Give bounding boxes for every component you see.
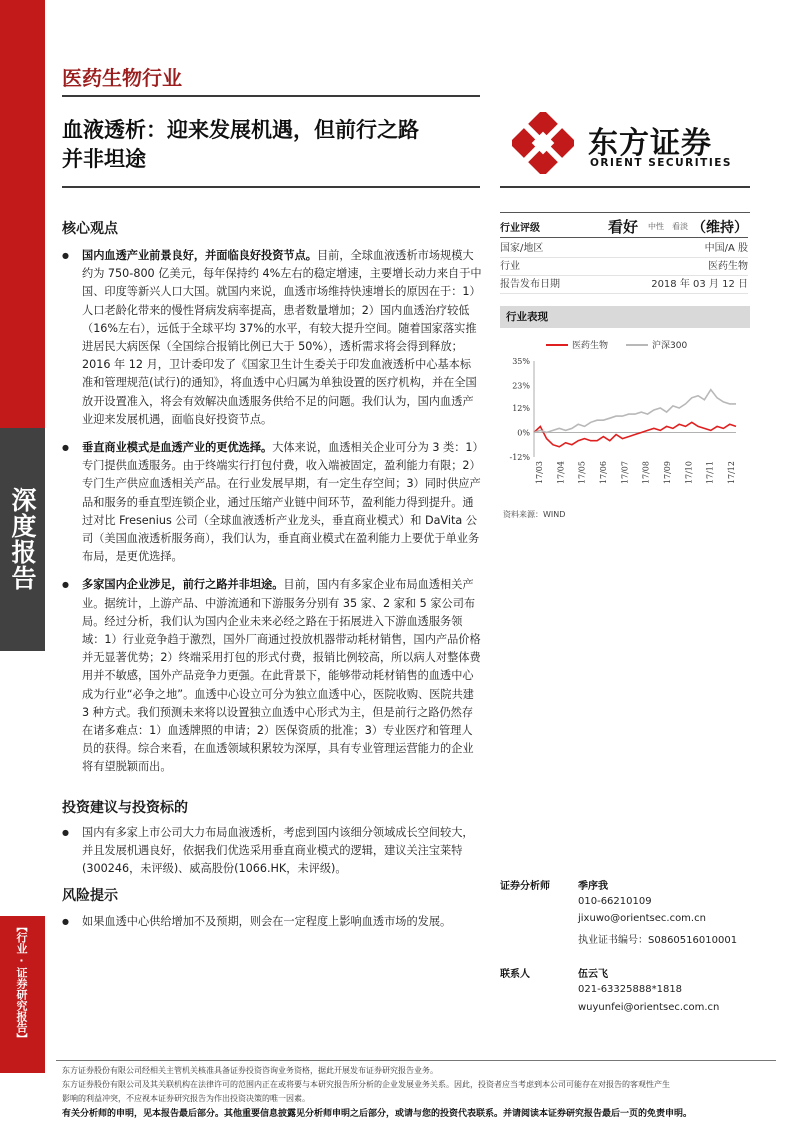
series-line	[534, 422, 736, 447]
x-tick-label: 17/12	[727, 461, 736, 485]
core-point-1	[62, 247, 482, 429]
chart-source: 资料来源：WIND	[503, 510, 566, 519]
analyst-email[interactable]: jixuwo@orientsec.com.cn	[578, 913, 706, 924]
info-key: 行业	[500, 261, 520, 272]
contact-role: 联系人	[500, 969, 530, 980]
core-points	[62, 247, 482, 777]
core-point-3	[62, 576, 482, 776]
rating-value: 看好	[608, 218, 639, 236]
x-tick-label: 17/03	[535, 461, 544, 485]
side-category-band	[0, 916, 45, 1073]
y-tick-label: 0%	[517, 428, 530, 438]
x-tick-label: 17/08	[641, 461, 651, 485]
analyst-cert: 执业证书编号：S0860516010001	[578, 935, 738, 946]
risk-body	[62, 913, 482, 931]
rating-status: （维持）	[692, 219, 749, 236]
side-accent-bar	[0, 0, 45, 428]
core-point-2	[62, 439, 482, 566]
contact-email[interactable]: wuyunfei@orientsec.com.cn	[578, 1002, 720, 1013]
header-divider	[62, 95, 480, 97]
x-tick-label: 17/11	[705, 461, 715, 485]
info-row-region	[500, 240, 748, 258]
footer-disclaimer: 有关分析师的申明，见本报告最后部分。其他重要信息披露见分析师申明之后部分，或请与您的投资代表联系。并请阅读本证券研究报告最后一页的免责申明。	[62, 1109, 693, 1119]
title-divider	[62, 186, 480, 188]
category-band-label: 【行业·证券研究报告】	[15, 921, 28, 1044]
info-row-date	[500, 276, 748, 294]
title-line-1: 血液透析：迎来发展机遇，但前行之路	[62, 118, 419, 142]
analyst-role: 证券分析师	[500, 881, 550, 892]
info-value: 医药生物	[708, 261, 748, 272]
analyst-phone: 010-66210109	[578, 896, 652, 907]
x-tick-label: 17/06	[599, 461, 608, 485]
industry-label: 医药生物行业	[62, 66, 182, 90]
footer-notes	[62, 1064, 762, 1106]
logo-en-text: ORIENT SECURITIES	[590, 157, 732, 169]
info-value: 中国/A 股	[704, 243, 748, 254]
orient-logo-icon	[512, 112, 574, 174]
analyst-name: 季序我	[578, 881, 608, 892]
contact-phone: 021-63325888*1818	[578, 984, 683, 995]
perf-chart	[500, 333, 750, 513]
rating-info-table	[500, 240, 748, 294]
rating-row	[500, 216, 748, 238]
perf-heading: 行业表现	[500, 306, 750, 328]
x-tick-label: 17/04	[556, 461, 566, 485]
y-tick-label: 12%	[512, 403, 530, 413]
core-point-1-text: 目前，全球血液透析市场规模大约为 750-800 亿美元，每年保持约 4%左右的稳定增速，主要增长动力来自于中国、印度等新兴人口大国。就国内来说，血透市场维持快速增长的原因在于：1）人口老龄化带来的慢性肾病发病率提高，患者数量增加；2）国内血透治疗较低（16%左右），远低于全球平均 37%的水平，有较大提升空间。随着国家落实推进居民大病医保（全国综合报销比例已大于 50%），透析需求将会得到释放；2016 年 12 月，卫计委印发了《国家卫生计生委关于印发血液透析中心基本标准和管理规范(试行)的通知》，将血透中心归属为单独设置的医疗机构，并在全国放开设置准入，将会有效解决血透服务供给不足的问题。我们认为，国内血透产业迎来发展机遇，面临良好投资节点。	[82, 249, 482, 426]
risk-point: ● 如果血透中心供给增加不及预期，则会在一定程度上影响血透市场的发展。	[62, 913, 482, 931]
info-row-industry	[500, 258, 748, 276]
page-title	[62, 116, 482, 174]
rating-option-negative: 看淡	[672, 222, 689, 231]
footer-line-1: 东方证券股份有限公司经相关主管机关核准具备证券投资咨询业务资格，据此开展发布证券研究报告业务。	[62, 1066, 438, 1075]
x-tick-label: 17/10	[684, 461, 694, 485]
x-tick-label: 17/09	[663, 461, 672, 485]
footer-line-2: 东方证券股份有限公司及其关联机构在法律许可的范围内正在或将要与本研究报告所分析的企业发展业务关系。因此，投资者应当考虑到本公司可能存在对报告的客观性产生	[62, 1080, 670, 1089]
side-report-type-panel	[0, 428, 45, 651]
core-point-2-text: 大体来说，血透相关企业可分为 3 类：1）专门提供血透服务。由于终端实行打包付费，收入端被固定，盈利能力有限；2）专门生产供应血透相关产品。在行业发展早期，有一定生存空间；3）同时供应产品和服务的垂直型连锁企业，通过压缩产业链中间环节，盈利能力得到提升。通过对比 Fresenius 公司（全球血液透析产业龙头，垂直商业模式）和 DaVita 公司（美国血液透析服务商），我们认为，垂直商业模式在盈利能力上要优于单业务布局，是更优选择。	[82, 441, 481, 564]
core-point-3-text: 目前，国内有多家企业布局血透相关产业。据统计，上游产品、中游流通和下游服务分别有 35 家、2 家和 5 家公司布局。经过分析，我们认为国内企业未来必经之路在于拓展进入下游血透服务领域：1）行业竞争趋于激烈，国外厂商通过投放机器带动耗材销售，国内产品价格并无显著优势；2）终端采用打包的形式付费，报销比例较高，所以病人对整体费用并不敏感，国外产品竞争力更强。在此背景下，能够带动耗材销售的血透中心成为行业“必争之地”。血透中心设立可分为独立血透中心，医院收购、医院共建 3 种方式。我们预测未来将以设置独立血透中心形式为主，但是前行之路仍然存在诸多难点：1）血透牌照的申请；2）医保资质的批准；3）专业医疗和管理人员的获得。综合来看，在血透领域积累较为深厚，具有专业管理运营能力的企业将有望脱颖而出。	[82, 578, 481, 774]
core-heading: 核心观点	[62, 221, 118, 237]
title-line-2: 并非坦途	[62, 147, 146, 171]
invest-point: ● 国内有多家上市公司大力布局血液透析，考虑到国内该细分领域成长空间较大，并且发展机遇良好，依据我们优选采用垂直商业模式的逻辑，建议关注宝莱特(300246，未评级)、威高股份(1066.HK，未评级)。	[62, 824, 482, 879]
contact-name: 伍云飞	[578, 969, 608, 980]
legend-label: 沪深300	[652, 341, 688, 351]
logo-cn-text: 东方证券	[588, 126, 712, 161]
core-point-2-lead: 垂直商业模式是血透产业的更优选择。	[82, 441, 273, 455]
info-key: 国家/地区	[500, 243, 544, 254]
y-tick-label: 23%	[512, 381, 530, 391]
core-point-1-lead: 国内血透产业前景良好，并面临良好投资节点。	[82, 249, 317, 262]
logo-divider	[500, 186, 750, 188]
invest-body	[62, 824, 482, 879]
rating-label: 行业评级	[500, 223, 540, 234]
invest-heading: 投资建议与投资标的	[62, 800, 188, 816]
footer-divider	[56, 1060, 776, 1061]
info-value: 2018 年 03 月 12 日	[651, 279, 748, 290]
rating-top-rule	[500, 212, 750, 213]
core-point-3-lead: 多家国内企业涉足，前行之路并非坦途。	[82, 578, 284, 592]
x-tick-label: 17/05	[577, 461, 587, 485]
y-tick-label: -12%	[509, 453, 530, 462]
risk-heading: 风险提示	[62, 888, 118, 904]
x-tick-label: 17/07	[620, 461, 630, 485]
info-key: 报告发布日期	[500, 279, 560, 290]
series-line	[534, 390, 736, 433]
y-tick-label: 35%	[512, 357, 530, 366]
legend-label: 医药生物	[572, 341, 609, 351]
deep-report-label: 深度报告	[8, 487, 37, 591]
footer-line-3: 影响的利益冲突，不应视本证券研究报告为作出投资决策的唯一因素。	[62, 1094, 310, 1103]
rating-option-neutral: 中性	[648, 222, 665, 231]
